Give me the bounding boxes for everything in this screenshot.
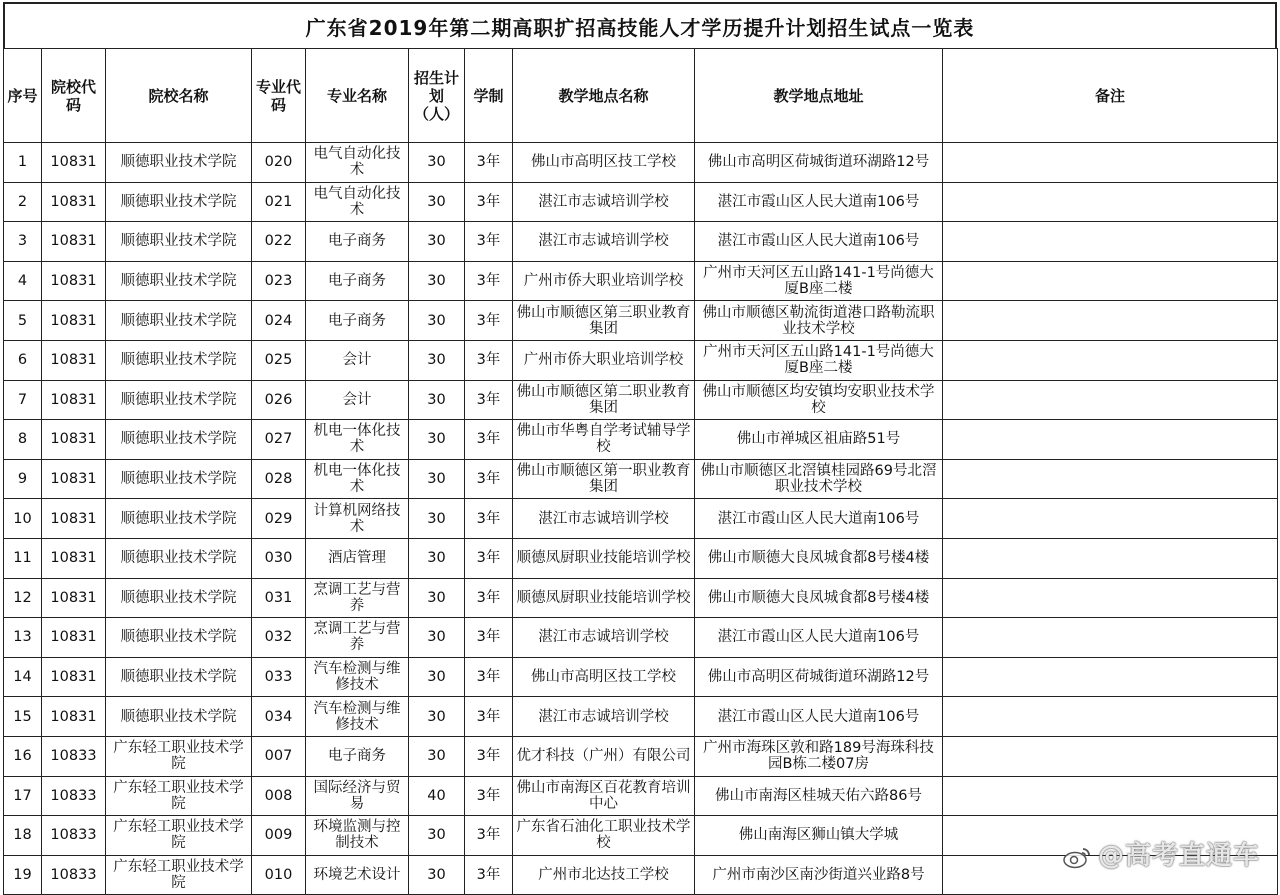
cell-school-code: 10831 xyxy=(42,618,106,658)
cell-school-name: 顺德职业技术学院 xyxy=(106,182,252,222)
table-row xyxy=(4,459,1278,499)
cell-major-name: 电子商务 xyxy=(306,301,409,341)
cell-remarks xyxy=(943,538,1278,578)
cell-major-name: 烹调工艺与营养 xyxy=(306,578,409,618)
cell-duration: 3年 xyxy=(465,301,513,341)
cell-major-name: 环境监测与控制技术 xyxy=(306,816,409,856)
table-row xyxy=(4,499,1278,539)
cell-major-name: 电子商务 xyxy=(306,222,409,262)
cell-school-name: 顺德职业技术学院 xyxy=(106,261,252,301)
cell-duration: 3年 xyxy=(465,538,513,578)
cell-enrollment-plan: 30 xyxy=(409,736,465,776)
table-row xyxy=(4,776,1278,816)
cell-school-code: 10831 xyxy=(42,697,106,737)
cell-enrollment-plan: 30 xyxy=(409,499,465,539)
cell-school-name: 广东轻工职业技术学院 xyxy=(106,816,252,856)
cell-site-address: 佛山市高明区荷城街道环湖路12号 xyxy=(695,657,943,697)
cell-enrollment-plan: 30 xyxy=(409,816,465,856)
cell-school-code: 10831 xyxy=(42,578,106,618)
cell-duration: 3年 xyxy=(465,499,513,539)
cell-school-code: 10831 xyxy=(42,301,106,341)
cell-school-code: 10831 xyxy=(42,499,106,539)
cell-major-name: 国际经济与贸易 xyxy=(306,776,409,816)
cell-duration: 3年 xyxy=(465,261,513,301)
col-header-remarks: 备注 xyxy=(943,49,1278,143)
cell-remarks xyxy=(943,301,1278,341)
cell-remarks xyxy=(943,499,1278,539)
cell-school-name: 顺德职业技术学院 xyxy=(106,459,252,499)
cell-site-name: 湛江市志诚培训学校 xyxy=(513,222,695,262)
cell-enrollment-plan: 30 xyxy=(409,578,465,618)
cell-site-name: 佛山市华粤自学考试辅导学校 xyxy=(513,420,695,460)
cell-remarks xyxy=(943,697,1278,737)
cell-school-name: 顺德职业技术学院 xyxy=(106,618,252,658)
cell-index: 9 xyxy=(4,459,42,499)
table-row xyxy=(4,420,1278,460)
cell-remarks xyxy=(943,261,1278,301)
enrollment-table xyxy=(3,48,1278,895)
weibo-watermark xyxy=(1062,835,1260,872)
cell-major-name: 计算机网络技术 xyxy=(306,499,409,539)
cell-major-name: 汽车检测与维修技术 xyxy=(306,657,409,697)
cell-school-name: 顺德职业技术学院 xyxy=(106,222,252,262)
cell-site-name: 广东省石油化工职业技术学校 xyxy=(513,816,695,856)
cell-school-name: 顺德职业技术学院 xyxy=(106,301,252,341)
cell-site-address: 湛江市霞山区人民大道南106号 xyxy=(695,618,943,658)
cell-index: 13 xyxy=(4,618,42,658)
table-row xyxy=(4,182,1278,222)
cell-enrollment-plan: 30 xyxy=(409,261,465,301)
cell-site-address: 湛江市霞山区人民大道南106号 xyxy=(695,182,943,222)
cell-major-code: 023 xyxy=(252,261,306,301)
cell-major-code: 009 xyxy=(252,816,306,856)
table-body xyxy=(4,143,1278,895)
cell-duration: 3年 xyxy=(465,855,513,895)
cell-school-name: 顺德职业技术学院 xyxy=(106,380,252,420)
cell-remarks xyxy=(943,657,1278,697)
cell-major-name: 环境艺术设计 xyxy=(306,855,409,895)
cell-school-code: 10831 xyxy=(42,261,106,301)
cell-duration: 3年 xyxy=(465,222,513,262)
cell-site-address: 佛山市顺德大良凤城食都8号楼4楼 xyxy=(695,578,943,618)
cell-duration: 3年 xyxy=(465,776,513,816)
cell-major-code: 032 xyxy=(252,618,306,658)
cell-duration: 3年 xyxy=(465,182,513,222)
cell-duration: 3年 xyxy=(465,459,513,499)
cell-site-address: 广州市天河区五山路141-1号尚德大厦B座二楼 xyxy=(695,261,943,301)
table-row xyxy=(4,340,1278,380)
cell-site-address: 佛山市顺德区均安镇均安职业技术学校 xyxy=(695,380,943,420)
cell-index: 3 xyxy=(4,222,42,262)
cell-duration: 3年 xyxy=(465,380,513,420)
table-title: 广东省2019年第二期高职扩招高技能人才学历提升计划招生试点一览表 xyxy=(3,2,1277,48)
cell-index: 11 xyxy=(4,538,42,578)
cell-major-code: 008 xyxy=(252,776,306,816)
cell-remarks xyxy=(943,736,1278,776)
cell-site-name: 顺德凤厨职业技能培训学校 xyxy=(513,578,695,618)
cell-major-code: 028 xyxy=(252,459,306,499)
cell-major-name: 电气自动化技术 xyxy=(306,182,409,222)
cell-site-address: 佛山市顺德区勒流街道港口路勒流职业技术学校 xyxy=(695,301,943,341)
cell-school-code: 10831 xyxy=(42,538,106,578)
cell-site-name: 湛江市志诚培训学校 xyxy=(513,182,695,222)
cell-enrollment-plan: 30 xyxy=(409,855,465,895)
cell-index: 10 xyxy=(4,499,42,539)
cell-major-code: 025 xyxy=(252,340,306,380)
cell-enrollment-plan: 30 xyxy=(409,340,465,380)
cell-index: 4 xyxy=(4,261,42,301)
table-row xyxy=(4,578,1278,618)
cell-school-code: 10831 xyxy=(42,340,106,380)
cell-major-name: 会计 xyxy=(306,340,409,380)
cell-school-name: 广东轻工职业技术学院 xyxy=(106,736,252,776)
cell-site-address: 广州市天河区五山路141-1号尚德大厦B座二楼 xyxy=(695,340,943,380)
cell-index: 2 xyxy=(4,182,42,222)
table-row xyxy=(4,222,1278,262)
cell-remarks xyxy=(943,420,1278,460)
cell-school-code: 10831 xyxy=(42,420,106,460)
cell-remarks xyxy=(943,776,1278,816)
cell-school-code: 10831 xyxy=(42,143,106,183)
cell-major-name: 电气自动化技术 xyxy=(306,143,409,183)
cell-index: 19 xyxy=(4,855,42,895)
cell-enrollment-plan: 30 xyxy=(409,420,465,460)
cell-remarks xyxy=(943,143,1278,183)
cell-site-name: 优才科技（广州）有限公司 xyxy=(513,736,695,776)
cell-index: 18 xyxy=(4,816,42,856)
col-header-enrollment-plan: 招生计划（人） xyxy=(409,49,465,143)
cell-school-code: 10833 xyxy=(42,816,106,856)
cell-site-name: 顺德凤厨职业技能培训学校 xyxy=(513,538,695,578)
col-header-site-name: 教学地点名称 xyxy=(513,49,695,143)
header-row xyxy=(4,49,1278,143)
cell-index: 16 xyxy=(4,736,42,776)
cell-major-code: 021 xyxy=(252,182,306,222)
cell-site-name: 佛山市高明区技工学校 xyxy=(513,657,695,697)
cell-school-code: 10831 xyxy=(42,222,106,262)
cell-site-name: 湛江市志诚培训学校 xyxy=(513,618,695,658)
cell-major-code: 031 xyxy=(252,578,306,618)
cell-school-code: 10831 xyxy=(42,459,106,499)
cell-site-address: 湛江市霞山区人民大道南106号 xyxy=(695,697,943,737)
cell-remarks xyxy=(943,182,1278,222)
cell-index: 17 xyxy=(4,776,42,816)
cell-duration: 3年 xyxy=(465,816,513,856)
cell-major-name: 烹调工艺与营养 xyxy=(306,618,409,658)
cell-school-name: 顺德职业技术学院 xyxy=(106,143,252,183)
cell-enrollment-plan: 30 xyxy=(409,459,465,499)
cell-site-address: 广州市海珠区敦和路189号海珠科技园B栋二楼07房 xyxy=(695,736,943,776)
cell-duration: 3年 xyxy=(465,420,513,460)
weibo-logo-icon xyxy=(1062,845,1092,869)
cell-duration: 3年 xyxy=(465,143,513,183)
cell-site-name: 广州市北达技工学校 xyxy=(513,855,695,895)
cell-index: 7 xyxy=(4,380,42,420)
table-row xyxy=(4,261,1278,301)
cell-major-code: 027 xyxy=(252,420,306,460)
table-row xyxy=(4,736,1278,776)
cell-site-address: 湛江市霞山区人民大道南106号 xyxy=(695,222,943,262)
cell-site-name: 广州市侨大职业培训学校 xyxy=(513,261,695,301)
cell-site-address: 广州市南沙区南沙街道兴业路8号 xyxy=(695,855,943,895)
col-header-site-address: 教学地点地址 xyxy=(695,49,943,143)
cell-school-code: 10833 xyxy=(42,855,106,895)
cell-major-name: 汽车检测与维修技术 xyxy=(306,697,409,737)
cell-school-name: 广东轻工职业技术学院 xyxy=(106,776,252,816)
cell-major-name: 电子商务 xyxy=(306,736,409,776)
cell-major-code: 033 xyxy=(252,657,306,697)
cell-index: 1 xyxy=(4,143,42,183)
cell-remarks xyxy=(943,380,1278,420)
watermark-text: @高考直通车 xyxy=(1097,841,1260,871)
table-row xyxy=(4,657,1278,697)
cell-site-address: 湛江市霞山区人民大道南106号 xyxy=(695,499,943,539)
cell-major-code: 029 xyxy=(252,499,306,539)
cell-school-name: 顺德职业技术学院 xyxy=(106,420,252,460)
cell-enrollment-plan: 30 xyxy=(409,618,465,658)
cell-school-name: 广东轻工职业技术学院 xyxy=(106,855,252,895)
cell-site-address: 佛山市禅城区祖庙路51号 xyxy=(695,420,943,460)
cell-school-name: 顺德职业技术学院 xyxy=(106,538,252,578)
cell-site-address: 佛山市顺德大良凤城食都8号楼4楼 xyxy=(695,538,943,578)
cell-enrollment-plan: 30 xyxy=(409,657,465,697)
table-row xyxy=(4,143,1278,183)
cell-site-address: 佛山市南海区桂城天佑六路86号 xyxy=(695,776,943,816)
cell-major-code: 034 xyxy=(252,697,306,737)
table-row xyxy=(4,301,1278,341)
cell-duration: 3年 xyxy=(465,657,513,697)
cell-index: 15 xyxy=(4,697,42,737)
cell-enrollment-plan: 30 xyxy=(409,222,465,262)
col-header-index: 序号 xyxy=(4,49,42,143)
cell-major-name: 机电一体化技术 xyxy=(306,420,409,460)
cell-school-name: 顺德职业技术学院 xyxy=(106,697,252,737)
cell-enrollment-plan: 30 xyxy=(409,301,465,341)
cell-school-code: 10831 xyxy=(42,182,106,222)
cell-duration: 3年 xyxy=(465,340,513,380)
cell-remarks xyxy=(943,340,1278,380)
cell-duration: 3年 xyxy=(465,736,513,776)
cell-site-address: 佛山市顺德区北滘镇桂园路69号北滘职业技术学校 xyxy=(695,459,943,499)
cell-duration: 3年 xyxy=(465,578,513,618)
cell-enrollment-plan: 30 xyxy=(409,182,465,222)
cell-school-code: 10833 xyxy=(42,736,106,776)
cell-enrollment-plan: 30 xyxy=(409,697,465,737)
col-header-major-code: 专业代码 xyxy=(252,49,306,143)
cell-school-code: 10833 xyxy=(42,776,106,816)
cell-major-code: 030 xyxy=(252,538,306,578)
cell-major-code: 022 xyxy=(252,222,306,262)
cell-major-code: 020 xyxy=(252,143,306,183)
cell-school-code: 10831 xyxy=(42,657,106,697)
cell-enrollment-plan: 30 xyxy=(409,380,465,420)
cell-major-code: 024 xyxy=(252,301,306,341)
cell-major-code: 007 xyxy=(252,736,306,776)
cell-site-address: 佛山南海区狮山镇大学城 xyxy=(695,816,943,856)
col-header-major-name: 专业名称 xyxy=(306,49,409,143)
cell-duration: 3年 xyxy=(465,697,513,737)
cell-site-name: 佛山市顺德区第三职业教育集团 xyxy=(513,301,695,341)
cell-enrollment-plan: 30 xyxy=(409,538,465,578)
cell-school-name: 顺德职业技术学院 xyxy=(106,578,252,618)
cell-enrollment-plan: 40 xyxy=(409,776,465,816)
cell-remarks xyxy=(943,618,1278,658)
cell-site-name: 广州市侨大职业培训学校 xyxy=(513,340,695,380)
spreadsheet xyxy=(3,2,1277,895)
cell-major-name: 会计 xyxy=(306,380,409,420)
col-header-school-name: 院校名称 xyxy=(106,49,252,143)
cell-enrollment-plan: 30 xyxy=(409,143,465,183)
cell-school-code: 10831 xyxy=(42,380,106,420)
cell-site-address: 佛山市高明区荷城街道环湖路12号 xyxy=(695,143,943,183)
cell-school-name: 顺德职业技术学院 xyxy=(106,499,252,539)
cell-remarks xyxy=(943,578,1278,618)
table-row xyxy=(4,697,1278,737)
cell-site-name: 佛山市顺德区第二职业教育集团 xyxy=(513,380,695,420)
cell-index: 5 xyxy=(4,301,42,341)
cell-site-name: 佛山市南海区百花教育培训中心 xyxy=(513,776,695,816)
cell-index: 8 xyxy=(4,420,42,460)
cell-major-code: 010 xyxy=(252,855,306,895)
cell-remarks xyxy=(943,459,1278,499)
cell-site-name: 佛山市高明区技工学校 xyxy=(513,143,695,183)
table-row xyxy=(4,618,1278,658)
col-header-school-code: 院校代码 xyxy=(42,49,106,143)
cell-site-name: 湛江市志诚培训学校 xyxy=(513,697,695,737)
table-row xyxy=(4,380,1278,420)
cell-site-name: 湛江市志诚培训学校 xyxy=(513,499,695,539)
cell-major-name: 机电一体化技术 xyxy=(306,459,409,499)
cell-remarks xyxy=(943,222,1278,262)
cell-major-name: 电子商务 xyxy=(306,261,409,301)
cell-site-name: 佛山市顺德区第一职业教育集团 xyxy=(513,459,695,499)
cell-index: 12 xyxy=(4,578,42,618)
cell-major-code: 026 xyxy=(252,380,306,420)
cell-school-name: 顺德职业技术学院 xyxy=(106,657,252,697)
cell-school-name: 顺德职业技术学院 xyxy=(106,340,252,380)
cell-index: 14 xyxy=(4,657,42,697)
cell-duration: 3年 xyxy=(465,618,513,658)
col-header-duration: 学制 xyxy=(465,49,513,143)
table-row xyxy=(4,538,1278,578)
cell-index: 6 xyxy=(4,340,42,380)
cell-major-name: 酒店管理 xyxy=(306,538,409,578)
